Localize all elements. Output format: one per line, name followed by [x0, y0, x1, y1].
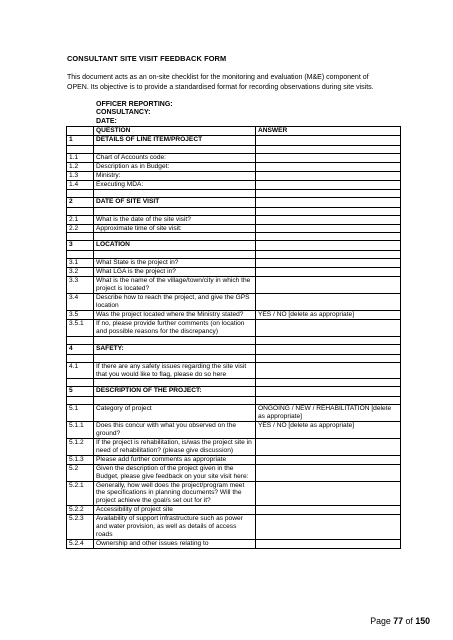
- row-number: 2.1: [67, 215, 94, 224]
- question-row: [67, 277, 401, 294]
- question-row: [67, 224, 401, 233]
- question-row: [67, 515, 401, 540]
- row-number: [67, 336, 94, 344]
- question-row: [67, 268, 401, 277]
- row-number: 5.1: [67, 405, 94, 422]
- row-answer[interactable]: [256, 319, 401, 336]
- total-pages-number: 150: [415, 616, 430, 626]
- row-number: 1.3: [67, 171, 94, 180]
- row-number: 5.1.2: [67, 439, 94, 456]
- row-question: Executing MDA:: [94, 180, 256, 189]
- row-answer[interactable]: [256, 539, 401, 548]
- row-number: 5.2.2: [67, 506, 94, 515]
- question-row: [67, 171, 401, 180]
- row-question: [94, 233, 256, 241]
- row-question: What is the date of the site visit?: [94, 215, 256, 224]
- row-number: 5: [67, 387, 94, 397]
- spacer-row: [67, 146, 401, 154]
- row-answer: [256, 379, 401, 387]
- row-number: 5.2: [67, 464, 94, 481]
- row-number: 1.4: [67, 180, 94, 189]
- row-answer: [256, 251, 401, 259]
- page-footer: [370, 616, 430, 626]
- question-row: [67, 464, 401, 481]
- row-question: [94, 207, 256, 215]
- header-number-cell: [67, 127, 94, 136]
- date-label: DATE:: [96, 117, 117, 125]
- question-row: [67, 215, 401, 224]
- row-number: 5.2.3: [67, 515, 94, 540]
- row-question: Please add further comments as appropriate: [94, 455, 256, 464]
- row-answer[interactable]: [256, 294, 401, 311]
- current-page-number: 77: [393, 616, 404, 626]
- row-number: [67, 207, 94, 215]
- section-row: [67, 197, 401, 207]
- row-answer: [256, 241, 401, 251]
- row-number: 3: [67, 241, 94, 251]
- question-row: [67, 422, 401, 439]
- question-row: [67, 539, 401, 548]
- spacer-row: [67, 189, 401, 197]
- row-question: SAFETY:: [94, 344, 256, 354]
- row-question: [94, 251, 256, 259]
- row-number: [67, 354, 94, 362]
- question-row: [67, 310, 401, 319]
- row-question: [94, 146, 256, 154]
- row-number: 5.1.3: [67, 455, 94, 464]
- consultancy-label: CONSULTANCY:: [96, 109, 151, 117]
- row-number: [67, 397, 94, 405]
- row-question: [94, 354, 256, 362]
- row-number: 5.1.1: [67, 422, 94, 439]
- row-question: Approximate time of site visit:: [94, 224, 256, 233]
- row-question: [94, 397, 256, 405]
- row-question: [94, 189, 256, 197]
- question-row: [67, 294, 401, 311]
- row-number: 3.2: [67, 268, 94, 277]
- row-answer[interactable]: ONGOING / NEW / REHABILITATION [delete as appropriate]: [256, 405, 401, 422]
- question-row: [67, 439, 401, 456]
- row-answer: [256, 397, 401, 405]
- header-answer: ANSWER: [256, 127, 401, 136]
- page-label: Page: [370, 616, 391, 626]
- row-number: 1.2: [67, 162, 94, 171]
- header-question: QUESTION: [94, 127, 256, 136]
- row-question: Generally, how well does the project/program meet the specifications in planning documents? Will the project achieve the goal/s set out for it?: [94, 481, 256, 506]
- row-question: If the project is rehabilitation, is/was the project site in need of rehabilitation? (please give discussion): [94, 439, 256, 456]
- row-number: [67, 189, 94, 197]
- spacer-row: [67, 233, 401, 241]
- row-answer: [256, 387, 401, 397]
- row-answer: [256, 189, 401, 197]
- row-question: If there are any safety issues regarding the site visit that you would like to flag, please do so here: [94, 362, 256, 379]
- row-question: Does this concur with what you observed on the ground?: [94, 422, 256, 439]
- row-question: Describe how to reach the project, and give the GPS location: [94, 294, 256, 311]
- row-question: What State is the project in?: [94, 259, 256, 268]
- row-answer[interactable]: [256, 268, 401, 277]
- question-row: [67, 180, 401, 189]
- question-row: [67, 455, 401, 464]
- question-row: [67, 162, 401, 171]
- question-row: [67, 362, 401, 379]
- officer-reporting-label: OFFICER REPORTING:: [96, 101, 173, 108]
- row-number: 3.4: [67, 294, 94, 311]
- row-question: DESCRIPTION OF THE PROJECT:: [94, 387, 256, 397]
- row-number: [67, 146, 94, 154]
- row-answer[interactable]: [256, 215, 401, 224]
- row-number: 3.5.1: [67, 319, 94, 336]
- row-number: 1: [67, 136, 94, 146]
- row-number: 2.2: [67, 224, 94, 233]
- row-question: Chart of Accounts code:: [94, 154, 256, 163]
- row-number: 4: [67, 344, 94, 354]
- row-answer: [256, 354, 401, 362]
- table-header-row: [67, 127, 401, 136]
- question-row: [67, 259, 401, 268]
- row-number: 5.2.1: [67, 481, 94, 506]
- row-answer[interactable]: [256, 506, 401, 515]
- row-answer: [256, 146, 401, 154]
- row-question: Given the description of the project given in the Budget, please give feedback on your site visit here:: [94, 464, 256, 481]
- spacer-row: [67, 354, 401, 362]
- row-number: 3.5: [67, 310, 94, 319]
- spacer-row: [67, 251, 401, 259]
- row-answer[interactable]: YES / NO [delete as appropriate]: [256, 310, 401, 319]
- row-question: [94, 336, 256, 344]
- section-row: [67, 344, 401, 354]
- question-row: [67, 154, 401, 163]
- question-row: [67, 405, 401, 422]
- section-row: [67, 241, 401, 251]
- row-question: What is the name of the village/town/city in which the project is located?: [94, 277, 256, 294]
- of-label: of: [405, 616, 413, 626]
- spacer-row: [67, 207, 401, 215]
- row-answer[interactable]: [256, 515, 401, 540]
- checklist-table: [66, 126, 401, 549]
- officer-fields: [96, 101, 173, 126]
- row-question: Ministry:: [94, 171, 256, 180]
- row-question: What LGA is the project in?: [94, 268, 256, 277]
- row-question: LOCATION: [94, 241, 256, 251]
- row-number: [67, 233, 94, 241]
- form-title: CONSULTANT SITE VISIT FEEDBACK FORM: [67, 54, 227, 63]
- spacer-row: [67, 336, 401, 344]
- question-row: [67, 319, 401, 336]
- row-answer: [256, 207, 401, 215]
- row-answer[interactable]: [256, 259, 401, 268]
- question-row: [67, 481, 401, 506]
- row-number: 3.3: [67, 277, 94, 294]
- row-answer[interactable]: [256, 180, 401, 189]
- row-answer[interactable]: [256, 362, 401, 379]
- row-answer[interactable]: [256, 277, 401, 294]
- row-number: [67, 251, 94, 259]
- section-row: [67, 387, 401, 397]
- row-number: 3.1: [67, 259, 94, 268]
- intro-paragraph: This document acts as an on-site checklist for the monitoring and evaluation (M&E) component of OPEN. Its objective is to provide a standardised format for recording observations during site visits.: [67, 74, 374, 91]
- row-question: DETAILS OF LINE ITEM/PROJECT: [94, 136, 256, 146]
- row-number: 2: [67, 197, 94, 207]
- row-number: 1.1: [67, 154, 94, 163]
- row-question: Was the project located where the Ministry stated?: [94, 310, 256, 319]
- row-question: If no, please provide further comments (on location and possible reasons for the discrepancy): [94, 319, 256, 336]
- row-answer: [256, 344, 401, 354]
- row-answer[interactable]: [256, 171, 401, 180]
- question-row: [67, 506, 401, 515]
- row-answer: [256, 336, 401, 344]
- section-row: [67, 136, 401, 146]
- row-question: Description as in Budget:: [94, 162, 256, 171]
- row-number: [67, 379, 94, 387]
- spacer-row: [67, 397, 401, 405]
- row-number: 4.1: [67, 362, 94, 379]
- row-answer[interactable]: YES / NO [delete as appropriate]: [256, 422, 401, 439]
- row-question: DATE OF SITE VISIT: [94, 197, 256, 207]
- row-question: [94, 379, 256, 387]
- row-answer[interactable]: [256, 481, 401, 506]
- row-answer[interactable]: [256, 439, 401, 456]
- row-answer[interactable]: [256, 464, 401, 481]
- row-question: Category of project: [94, 405, 256, 422]
- row-question: Ownership and other issues relating to: [94, 539, 256, 548]
- spacer-row: [67, 379, 401, 387]
- row-answer[interactable]: [256, 455, 401, 464]
- row-answer: [256, 136, 401, 146]
- row-number: 5.2.4: [67, 539, 94, 548]
- row-answer[interactable]: [256, 224, 401, 233]
- row-answer[interactable]: [256, 162, 401, 171]
- row-answer: [256, 197, 401, 207]
- row-question: Accessibility of project site: [94, 506, 256, 515]
- row-question: Availability of support infrastructure such as power and water provision, as well as details of access roads: [94, 515, 256, 540]
- row-answer[interactable]: [256, 154, 401, 163]
- row-answer: [256, 233, 401, 241]
